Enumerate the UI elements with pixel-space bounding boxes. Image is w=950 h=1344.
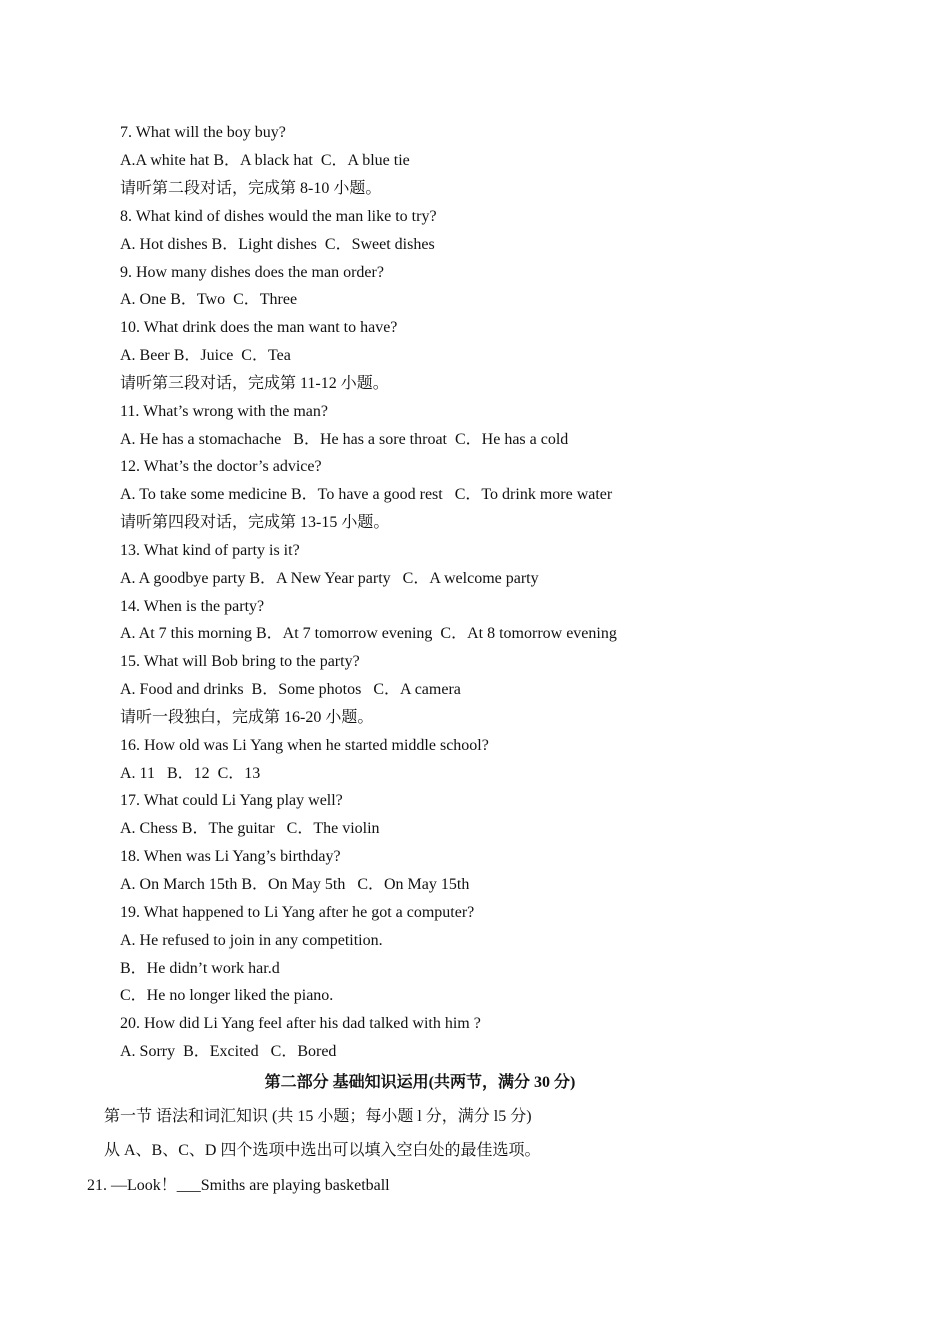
options-15: A. Food and drinks B．Some photos C．A camera	[120, 681, 461, 698]
options-12: A. To take some medicine B．To have a good rest C．To drink more water	[120, 486, 613, 503]
question-15: 15. What will Bob bring to the party?	[120, 653, 360, 670]
options-13: A. A goodbye party B．A New Year party C．A welcome party	[120, 570, 539, 587]
section-instruction-dialogue-4: 请听第四段对话，完成第 13-15 小题。	[120, 514, 390, 531]
question-8: 8. What kind of dishes would the man like to try?	[120, 208, 437, 225]
part-2-heading: 第二部分 基础知识运用(共两节，满分 30 分)	[264, 1074, 576, 1091]
question-7: 7. What will the boy buy?	[120, 124, 286, 141]
options-14: A. At 7 this morning B．At 7 tomorrow evening C．At 8 tomorrow evening	[120, 625, 617, 642]
options-7: A.A white hat B．A black hat C．A blue tie	[120, 152, 410, 169]
section-1-title: 第一节 语法和词汇知识 (共 15 小题；每小题 l 分，满分 l5 分)	[104, 1108, 532, 1125]
question-20: 20. How did Li Yang feel after his dad talked with him ?	[120, 1015, 481, 1032]
option-19-c: C．He no longer liked the piano.	[120, 987, 334, 1004]
question-11: 11. What’s wrong with the man?	[120, 403, 328, 420]
section-instruction-dialogue-2: 请听第二段对话，完成第 8-10 小题。	[120, 180, 382, 197]
question-14: 14. When is the party?	[120, 598, 265, 615]
option-19-b: B．He didn’t work har.d	[120, 960, 280, 977]
options-20: A. Sorry B．Excited C．Bored	[120, 1043, 337, 1060]
section-instruction-dialogue-3: 请听第三段对话，完成第 11-12 小题。	[120, 375, 389, 392]
question-13: 13. What kind of party is it?	[120, 542, 300, 559]
question-21: 21. —Look！___Smiths are playing basketball	[87, 1177, 390, 1194]
options-11: A. He has a stomachache B．He has a sore throat C．He has a cold	[120, 431, 569, 448]
options-17: A. Chess B．The guitar C．The violin	[120, 820, 380, 837]
question-10: 10. What drink does the man want to have?	[120, 319, 398, 336]
section-1-instruction: 从 A、B、C、D 四个选项中选出可以填入空白处的最佳选项。	[104, 1142, 541, 1159]
question-19: 19. What happened to Li Yang after he got a computer?	[120, 904, 475, 921]
options-9: A. One B．Two C．Three	[120, 291, 298, 308]
option-19-a: A. He refused to join in any competition.	[120, 932, 383, 949]
options-18: A. On March 15th B．On May 5th C．On May 15th	[120, 876, 470, 893]
question-16: 16. How old was Li Yang when he started middle school?	[120, 737, 489, 754]
section-instruction-monologue: 请听一段独白，完成第 16-20 小题。	[120, 709, 374, 726]
options-16: A. 11 B．12 C．13	[120, 765, 261, 782]
question-18: 18. When was Li Yang’s birthday?	[120, 848, 341, 865]
options-8: A. Hot dishes B．Light dishes C．Sweet dishes	[120, 236, 435, 253]
question-17: 17. What could Li Yang play well?	[120, 792, 343, 809]
question-9: 9. How many dishes does the man order?	[120, 264, 384, 281]
options-10: A. Beer B．Juice C．Tea	[120, 347, 291, 364]
question-12: 12. What’s the doctor’s advice?	[120, 458, 322, 475]
